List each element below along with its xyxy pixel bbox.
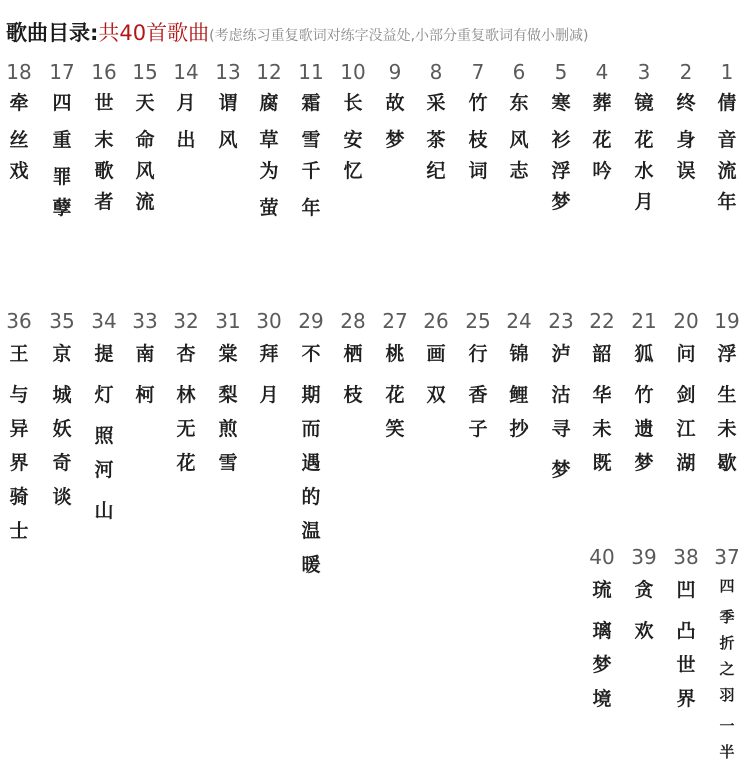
- song-item-29: [292, 309, 330, 582]
- song-number: 32: [173, 309, 199, 333]
- song-title: 霜 雪 千 年: [301, 92, 321, 219]
- song-title: 贪 欢: [634, 579, 654, 642]
- song-number: 38: [673, 545, 699, 569]
- song-item-16: [85, 60, 123, 218]
- song-number: 1: [720, 60, 734, 84]
- song-item-2: [667, 60, 705, 187]
- song-item-14: [167, 60, 205, 156]
- song-number: 36: [6, 309, 32, 333]
- song-title: 韶 华 未 既: [592, 343, 612, 474]
- song-number: 10: [340, 60, 366, 84]
- song-title: 泸 沽 寻 梦: [551, 343, 571, 481]
- song-item-4: [583, 60, 621, 187]
- song-item-22: [583, 309, 621, 480]
- song-number: 8: [429, 60, 443, 84]
- song-number: 4: [595, 60, 609, 84]
- song-title: 四 季 折 之 羽 一 半: [719, 577, 735, 761]
- song-number: 29: [298, 309, 324, 333]
- song-number: 5: [554, 60, 568, 84]
- song-number: 30: [256, 309, 282, 333]
- song-title: 世 末 歌 者: [94, 92, 114, 213]
- song-number: 15: [132, 60, 158, 84]
- song-title: 行 香 子: [468, 343, 488, 440]
- song-title: 南 柯: [135, 343, 155, 406]
- song-item-6: [500, 60, 538, 187]
- song-number: 11: [298, 60, 324, 84]
- song-title: 终 身 误: [676, 92, 696, 182]
- song-number: 25: [465, 309, 491, 333]
- header-label: 歌曲目录:: [6, 21, 99, 45]
- song-number: 6: [512, 60, 526, 84]
- song-number: 39: [631, 545, 657, 569]
- song-title: 琉 璃 梦 境: [592, 579, 612, 710]
- song-item-11: [292, 60, 330, 224]
- song-item-7: [459, 60, 497, 187]
- song-number: 26: [423, 309, 449, 333]
- header-note: (考虑练习重复歌词对练字没益处,小部分重复歌词有做小删减): [209, 28, 589, 44]
- song-title: 桃 花 笑: [385, 343, 405, 440]
- song-item-26: [417, 309, 455, 412]
- song-item-40: [583, 545, 621, 716]
- song-title: 镜 花 水 月: [634, 92, 654, 213]
- song-number: 18: [6, 60, 32, 84]
- song-number: 31: [215, 309, 241, 333]
- song-item-30: [250, 309, 288, 412]
- song-number: 16: [91, 60, 117, 84]
- song-item-35: [43, 309, 81, 514]
- song-item-38: [667, 545, 705, 716]
- song-item-24: [500, 309, 538, 446]
- song-item-34: [85, 309, 123, 528]
- song-title: 狐 竹 遗 梦: [634, 343, 654, 474]
- song-item-18: [0, 60, 38, 187]
- song-item-5: [542, 60, 580, 218]
- song-title: 采 茶 纪: [426, 92, 446, 182]
- song-title: 倩 音 流 年: [717, 92, 737, 213]
- song-title: 腐 草 为 萤: [259, 92, 279, 219]
- song-title: 京 城 妖 奇 谈: [52, 343, 72, 508]
- song-item-8: [417, 60, 455, 187]
- song-title: 长 安 忆: [343, 92, 363, 182]
- song-item-28: [334, 309, 372, 412]
- song-title: 不 期 而 遇 的 温 暖: [301, 343, 321, 576]
- song-number: 7: [471, 60, 485, 84]
- song-item-33: [126, 309, 164, 412]
- song-title: 问 剑 江 湖: [676, 343, 696, 474]
- song-number: 37: [714, 545, 740, 569]
- song-item-32: [167, 309, 205, 480]
- song-title: 凹 凸 世 界: [676, 579, 696, 710]
- song-item-31: [209, 309, 247, 480]
- song-title: 提 灯 照 河 山: [94, 343, 114, 522]
- song-item-13: [209, 60, 247, 156]
- song-item-20: [667, 309, 705, 480]
- song-number: 27: [382, 309, 408, 333]
- song-title: 竹 枝 词: [468, 92, 488, 182]
- song-item-10: [334, 60, 372, 187]
- song-title: 月 出: [176, 92, 196, 151]
- song-title: 王 与 异 界 骑 士: [9, 343, 29, 542]
- song-title: 葬 花 吟: [592, 92, 612, 182]
- song-item-3: [625, 60, 663, 218]
- song-title: 东 风 志: [509, 92, 529, 182]
- song-title: 故 梦: [385, 92, 405, 151]
- song-number: 17: [49, 60, 75, 84]
- song-number: 19: [714, 309, 740, 333]
- song-title: 棠 梨 煎 雪: [218, 343, 238, 474]
- song-item-19: [708, 309, 746, 480]
- song-number: 35: [49, 309, 75, 333]
- song-number: 13: [215, 60, 241, 84]
- song-number: 9: [388, 60, 402, 84]
- song-title: 牵 丝 戏: [9, 92, 29, 182]
- song-number: 40: [589, 545, 615, 569]
- song-number: 33: [132, 309, 158, 333]
- song-title: 寒 衫 浮 梦: [551, 92, 571, 213]
- song-title: 天 命 风 流: [135, 92, 155, 213]
- song-item-37: [708, 545, 746, 765]
- song-item-9: [376, 60, 414, 156]
- song-title: 杏 林 无 花: [176, 343, 196, 474]
- song-number: 21: [631, 309, 657, 333]
- song-item-39: [625, 545, 663, 648]
- song-number: 14: [173, 60, 199, 84]
- song-number: 20: [673, 309, 699, 333]
- song-item-23: [542, 309, 580, 487]
- song-item-36: [0, 309, 38, 548]
- header-count: 共40首歌曲: [98, 21, 210, 45]
- song-title: 浮 生 未 歇: [717, 343, 737, 474]
- song-item-27: [376, 309, 414, 446]
- song-title: 栖 枝: [343, 343, 363, 406]
- song-title: 锦 鲤 抄: [509, 343, 529, 440]
- song-title: 四 重 罪 孽: [52, 92, 72, 219]
- song-item-12: [250, 60, 288, 224]
- song-title: 画 双: [426, 343, 446, 406]
- song-item-25: [459, 309, 497, 446]
- song-number: 24: [506, 309, 532, 333]
- song-number: 34: [91, 309, 117, 333]
- song-number: 23: [548, 309, 574, 333]
- song-number: 2: [679, 60, 693, 84]
- song-item-21: [625, 309, 663, 480]
- song-item-15: [126, 60, 164, 218]
- song-item-1: [708, 60, 746, 218]
- song-number: 28: [340, 309, 366, 333]
- song-title: 谓 风: [218, 92, 238, 151]
- page-header: [6, 18, 589, 48]
- song-item-17: [43, 60, 81, 224]
- song-title: 拜 月: [259, 343, 279, 406]
- song-number: 22: [589, 309, 615, 333]
- song-number: 3: [637, 60, 651, 84]
- song-number: 12: [256, 60, 282, 84]
